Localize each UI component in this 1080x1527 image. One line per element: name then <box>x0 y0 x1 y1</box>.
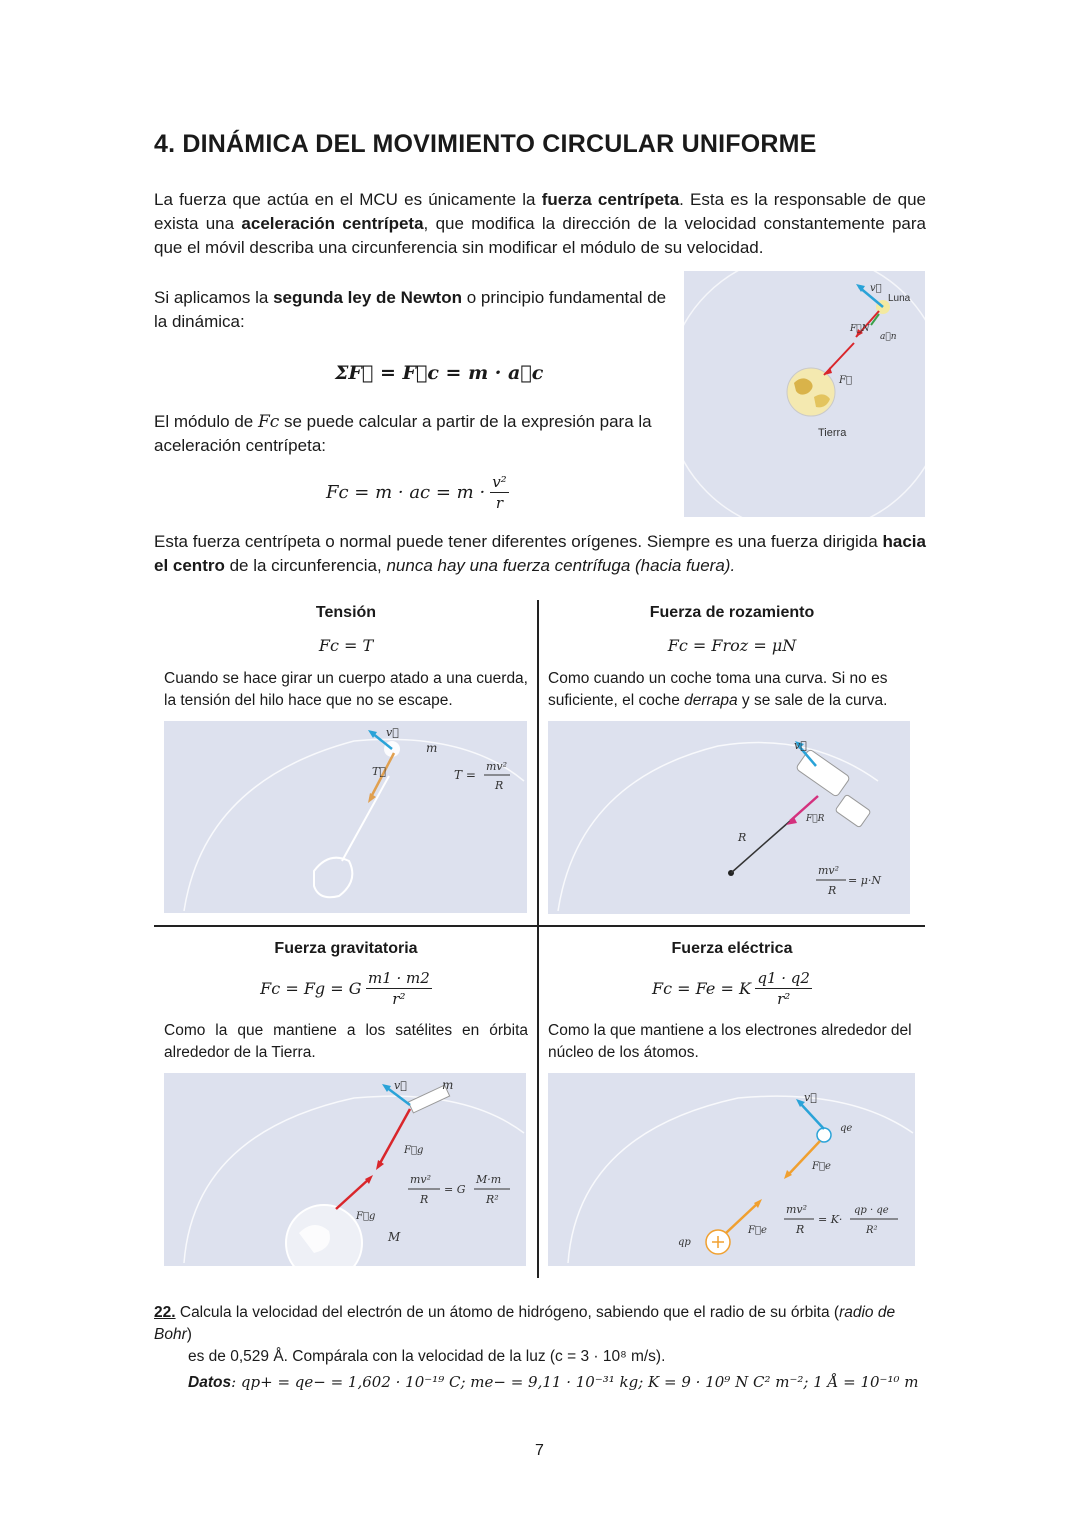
fc-equation: Fc = m · ac = m · $\frac{\text{v²}}{r}$ <box>326 473 507 512</box>
v-label: v⃗ <box>870 283 882 294</box>
rozamiento-title: Fuerza de rozamiento <box>649 604 815 621</box>
svg-text:qe: qe <box>840 1123 853 1134</box>
tension-title: Tensión <box>315 604 377 621</box>
rozamiento-text: Como cuando un coche toma una curva. Si no es suficiente, el coche derrapa y se sale de la curva. <box>548 670 888 709</box>
gravitatoria-text: Como la que mantiene a los satélites en órbita alrededor de la Tierra. <box>164 1022 528 1061</box>
earth-moon-figure <box>684 271 925 517</box>
nucleus-icon <box>706 1230 730 1254</box>
svg-text:= μ·N: = μ·N <box>848 874 881 887</box>
electrica-title: Fuerza eléctrica <box>671 940 793 957</box>
svg-text:mv²: mv² <box>486 760 508 773</box>
svg-text:v⃗: v⃗ <box>794 739 807 752</box>
svg-text:R: R <box>738 831 747 844</box>
svg-text:M·m: M·m <box>476 1173 502 1186</box>
svg-text:m: m <box>442 1078 454 1092</box>
svg-text:qp · qe: qp · qe <box>854 1205 889 1216</box>
rozamiento-equation: Fc = Froz = μN <box>667 636 797 655</box>
section-title: 4. DINÁMICA DEL MOVIMIENTO CIRCULAR UNIFORME <box>154 130 817 158</box>
svg-text:v⃗: v⃗ <box>386 726 399 739</box>
tierra-label: Tierra <box>818 427 847 439</box>
electrica-equation: Fc = Fe = K $\frac{q1 \cdot q2}{\text{r²}}$ <box>652 969 810 1008</box>
svg-text:F⃗g: F⃗g <box>356 1211 376 1222</box>
svg-text:R: R <box>420 1193 429 1206</box>
svg-text:v⃗: v⃗ <box>394 1079 407 1092</box>
page-number: 7 <box>535 1442 544 1459</box>
earth-icon <box>286 1205 362 1266</box>
tension-text: Cuando se hace girar un cuerpo atado a una cuerda, la tensión del hilo hace que no se escape. <box>164 670 528 709</box>
svg-text:T =: T = <box>454 768 476 782</box>
newton-paragraph: Si aplicamos la segunda ley de Newton o principio fundamental de la dinámica: <box>154 288 667 331</box>
gravitatoria-figure <box>164 1073 526 1266</box>
origins-paragraph: Esta fuerza centrípeta o normal puede tener diferentes orígenes. Siempre es una fuerza dirigida hacia el centro de la circunferencia, nunca hay una fuerza centrífuga (hacia fuera). <box>154 532 926 575</box>
svg-text:F⃗e: F⃗e <box>748 1225 767 1236</box>
electrica-figure <box>548 1073 915 1266</box>
svg-text:v⃗: v⃗ <box>804 1091 817 1104</box>
svg-text:mv²: mv² <box>410 1173 432 1186</box>
svg-text:mv²: mv² <box>818 864 840 877</box>
svg-text:m: m <box>426 741 438 755</box>
intro-paragraph: La fuerza que actúa en el MCU es únicamente la fuerza centrípeta. Esta es la responsable de que exista una aceleración centrípeta, que modifica la dirección de la velocidad constantemente para que el móvil describa una circunferencia sin modificar el módulo de su velocidad. <box>154 190 926 257</box>
svg-text:R: R <box>495 779 504 792</box>
gravitatoria-title: Fuerza gravitatoria <box>274 940 418 957</box>
svg-text:R: R <box>828 884 837 897</box>
electron-icon <box>817 1128 831 1142</box>
exercise-22: 22. Calcula la velocidad del electrón de un átomo de hidrógeno, sabiendo que el radio de su órbita (radio de Bohr) es de 0,529 Å. Compárala con la velocidad de la luz (c = 3 · 10⁸ m/s). Datos: qp+ = qe− = 1,602 · 10⁻¹⁹ C; me− = 9,11 · 10⁻³¹ kg; K = 9 · 10⁹ N C² m⁻²; 1 Å = 10⁻¹⁰ m <box>154 1304 919 1391</box>
electrica-text: Como la que mantiene a los electrones alrededor del núcleo de los átomos. <box>548 1022 912 1061</box>
svg-text:mv²: mv² <box>786 1203 808 1216</box>
svg-text:R²: R² <box>866 1225 878 1236</box>
earth-icon <box>787 368 835 416</box>
grid-horizontal-divider <box>154 925 925 927</box>
an-label: a⃗n <box>880 332 897 342</box>
svg-text:= G: = G <box>444 1183 466 1196</box>
f-label: F⃗ <box>839 375 852 386</box>
svg-text:R: R <box>796 1223 805 1236</box>
modulo-paragraph: El módulo de Fc se puede calcular a partir de la expresión para la aceleración centrípeta: <box>154 412 652 455</box>
luna-label: Luna <box>888 293 911 304</box>
gravitatoria-equation: Fc = Fg = G $\frac{m1 \cdot m2}{\text{r²}}$ <box>260 969 430 1008</box>
svg-text:T⃗: T⃗ <box>372 765 386 778</box>
rozamiento-figure <box>548 721 910 914</box>
newton-equation: ΣF⃗ = F⃗c = m · a⃗c <box>335 362 544 384</box>
grid-vertical-divider <box>537 600 539 1278</box>
tension-figure <box>164 721 527 913</box>
svg-text:R²: R² <box>486 1193 499 1206</box>
hand-icon <box>314 858 352 898</box>
svg-text:F⃗e: F⃗e <box>812 1161 831 1172</box>
tension-equation: Fc = T <box>318 636 374 655</box>
svg-text:F⃗g: F⃗g <box>404 1145 424 1156</box>
svg-text:F⃗R: F⃗R <box>806 814 825 824</box>
svg-text:M: M <box>388 1230 401 1244</box>
svg-text:qp: qp <box>678 1237 691 1248</box>
svg-text:= K·: = K· <box>818 1213 843 1226</box>
fn-label: F⃗N <box>850 324 870 334</box>
